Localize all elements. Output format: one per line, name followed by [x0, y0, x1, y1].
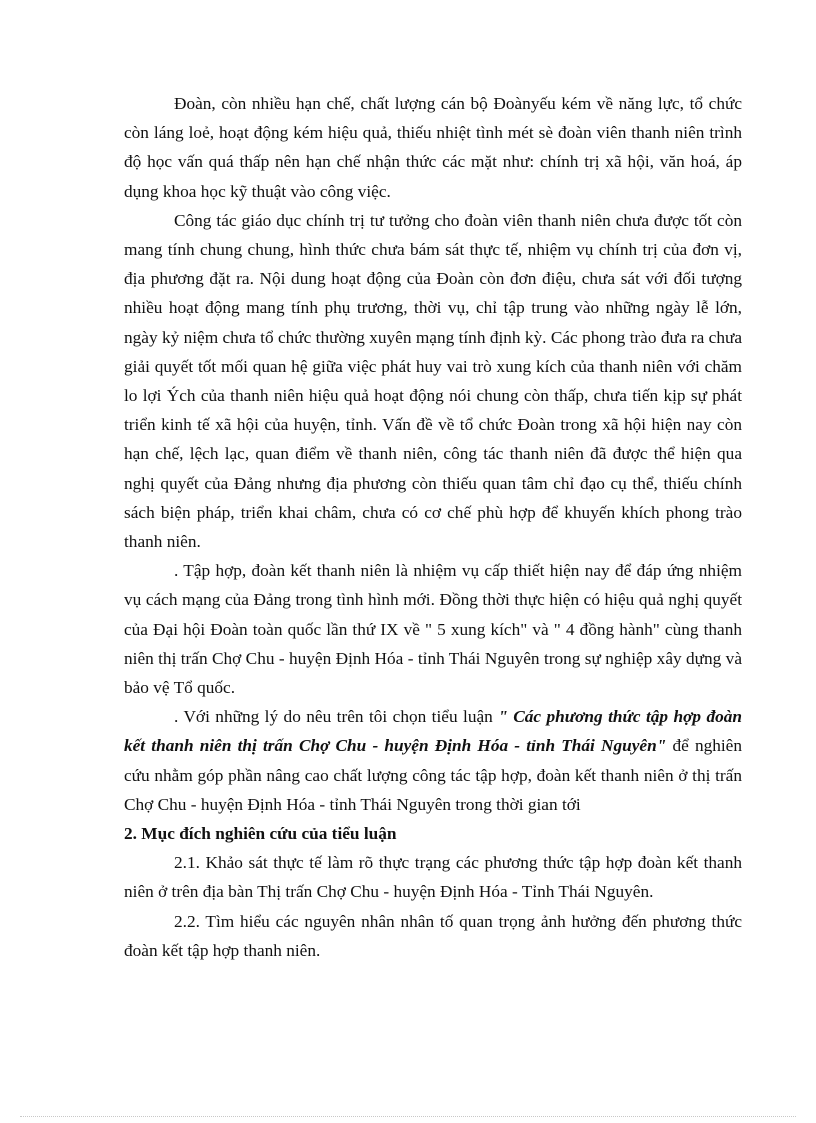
paragraph-4-end: để nghiên cứu nhằm góp phần nâng cao chất lượng công tác tập hợp, đoàn kết thanh niên ở thị trấn Chợ Chu - huyện Định Hóa - tỉnh Thái Nguyên trong thời gian tới: [124, 736, 742, 814]
section-2-item-2: 2.2. Tìm hiểu các nguyên nhân nhân tố quan trọng ảnh hưởng đến phương thức đoàn kết tập hợp thanh niên.: [124, 911, 742, 960]
paragraph-3: . Tập hợp, đoàn kết thanh niên là nhiệm vụ cấp thiết hiện nay để đáp ứng nhiệm vụ cách mạng của Đảng trong tình hình mới. Đồng thời thực hiện có hiệu quả nghị quyết của Đại hội Đoàn toàn quốc lần thứ IX về " 5 xung kích" và " 4 đồng hành" cùng thanh niên thị trấn Chợ Chu - huyện Định Hóa - tỉnh Thái Nguyên trong sự nghiệp xây dựng và bảo vệ Tổ quốc.: [124, 561, 742, 698]
paragraph-4: [124, 702, 742, 819]
paragraph-2: Công tác giáo dục chính trị tư tưởng cho đoàn viên thanh niên chưa được tốt còn mang tính chung chung, hình thức chưa bám sát thực tế, nhiệm vụ chính trị của đơn vị, địa phương đặt ra. Nội dung hoạt động của Đoàn còn đơn điệu, chưa sát với đối tượng nhiều hoạt động mang tính phụ trương, thời vụ, chỉ tập trung vào những ngày lễ lớn, ngày kỷ niệm chưa tổ chức thường xuyên mạng tính định kỳ. Các phong trào đưa ra chưa giải quyết tốt mối quan hệ giữa việc phát huy vai trò xung kích của thanh niên với chăm lo lợi Ých của thanh niên hiệu quả hoạt động nói chung còn thấp, chưa tiến kịp sự phát triển kinh tế xã hội của huyện, tỉnh. Vấn đề về tổ chức Đoàn trong xã hội hiện nay còn hạn chế, lệch lạc, quan điểm về thanh niên, công tác thanh niên đã được thể hiện qua nghị quyết của Đảng nhưng địa phương còn thiếu quan tâm chỉ đạo cụ thể, thiếu chính sách biện pháp, triển khai châm, chưa có cơ chế phù hợp để khuyến khích phong trào thanh niên.: [124, 210, 742, 552]
essay-title: " Các phương thức tập hợp đoàn kết thanh niên thị trấn Chợ Chu - huyện Định Hóa - tỉnh Thái Nguyên": [124, 707, 742, 756]
paragraph-1: Đoàn, còn nhiều hạn chế, chất lượng cán bộ Đoànyếu kém về năng lực, tổ chức còn láng loẻ, hoạt động kém hiệu quả, thiếu nhiệt tình mét sè đoàn viên thanh niên trình độ học vấn quá thấp nên hạn chế nhận thức các mặt như: chính trị xã hội, văn hoá, áp dụng khoa học kỹ thuật vào công việc.: [124, 94, 742, 201]
section-2-heading: 2. Mục đích nghiên cứu của tiểu luận: [124, 824, 397, 844]
section-2-item-1: 2.1. Khảo sát thực tế làm rõ thực trạng các phương thức tập hợp đoàn kết thanh niên ở trên địa bàn Thị trấn Chợ Chu - huyện Định Hóa - Tỉnh Thái Nguyên.: [124, 853, 742, 902]
page-bottom-divider: [20, 1116, 796, 1117]
paragraph-4-start: . Với những lý do nêu trên tôi chọn tiểu luận: [174, 707, 499, 727]
document-page: [124, 89, 742, 965]
